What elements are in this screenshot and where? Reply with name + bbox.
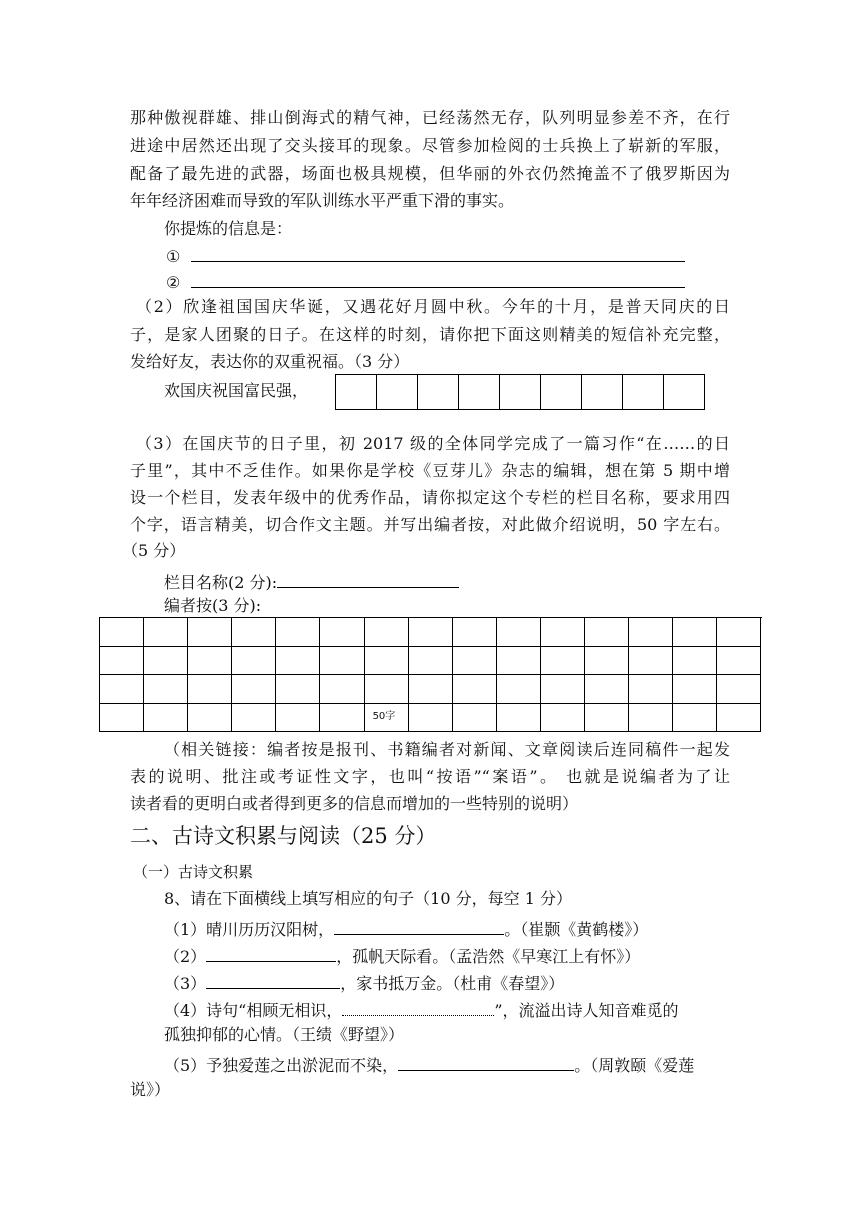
grid-cell[interactable] [100, 647, 144, 676]
q2-line: 子，是家人团聚的日子。在这样的时刻，请你把下面这则精美的短信补充完整， [130, 325, 730, 344]
poem-item-3 [164, 971, 764, 994]
grid-cell[interactable] [188, 618, 232, 647]
grid-cell[interactable] [232, 647, 276, 676]
editor-note-grid[interactable] [99, 617, 762, 732]
grid-cell[interactable] [582, 375, 623, 409]
sms-answer-grid[interactable] [335, 374, 705, 410]
paragraph-line: 进途中居然还出现了交头接耳的现象。尽管参加检阅的士兵换上了崭新的军服， [130, 136, 730, 155]
grid-cell[interactable] [459, 375, 500, 409]
grid-cell[interactable] [320, 618, 364, 647]
grid-cell[interactable] [409, 647, 453, 676]
grid-cell[interactable] [377, 375, 418, 409]
grid-cell[interactable] [585, 675, 629, 704]
column-name-blank[interactable] [277, 570, 459, 588]
grid-cell[interactable] [497, 704, 541, 733]
grid-cell[interactable] [585, 704, 629, 733]
section-heading: 二、古诗文积累与阅读（25 分） [130, 824, 437, 848]
grid-cell[interactable] [585, 618, 629, 647]
grid-cell[interactable] [100, 618, 144, 647]
extract-prompt: 你提炼的信息是： [164, 219, 293, 238]
grid-cell[interactable] [409, 675, 453, 704]
subheading: （一）古诗文积累 [133, 863, 254, 881]
grid-row [100, 675, 762, 704]
item-text: ”，流溢出诗人知音难觅的 [494, 1001, 679, 1020]
grid-cell[interactable] [336, 375, 377, 409]
item-text: （1）晴川历历汉阳树， [164, 920, 335, 939]
answer-blank[interactable] [191, 270, 685, 288]
grid-cell[interactable] [673, 704, 717, 733]
grid-cell[interactable] [629, 675, 673, 704]
grid-cell[interactable] [717, 647, 761, 676]
grid-cell[interactable] [276, 647, 320, 676]
word-count-marker: 50字 [372, 710, 396, 722]
related-link-line: 读者看的更明白或者得到更多的信息而增加的一些特别的说明） [130, 794, 579, 813]
poem-item-4-cont: 孤独抑郁的心情。（王绩《野望》） [164, 1025, 405, 1044]
grid-cell[interactable] [365, 675, 409, 704]
grid-cell[interactable] [453, 704, 497, 733]
grid-cell[interactable] [541, 647, 585, 676]
grid-cell[interactable] [717, 618, 761, 647]
item-number: ② [166, 273, 181, 292]
grid-cell[interactable] [717, 704, 761, 733]
item-text: ，孤帆天际看。（孟浩然《早寒江上有怀》） [336, 947, 641, 966]
poem-item-4 [164, 998, 764, 1021]
grid-cell[interactable] [541, 704, 585, 733]
item-text: （3） [164, 974, 207, 993]
answer-blank[interactable] [206, 944, 336, 962]
grid-cell[interactable] [541, 375, 582, 409]
answer-blank[interactable] [334, 917, 504, 935]
extract-item-1 [166, 244, 766, 267]
item-text: 。（崔颢《黄鹤楼》） [504, 920, 649, 939]
grid-cell[interactable] [497, 647, 541, 676]
grid-cell[interactable] [453, 618, 497, 647]
item-number: ① [166, 247, 181, 266]
related-link-line: 表的说明、批注或考证性文字，也叫“按语”“案语”。 也就是说编者为了让 [130, 767, 730, 786]
grid-cell[interactable] [188, 647, 232, 676]
grid-cell[interactable] [673, 647, 717, 676]
grid-cell[interactable] [232, 704, 276, 733]
grid-cell[interactable] [453, 647, 497, 676]
q3-line: 子里”，其中不乏佳作。如果你是学校《豆芽儿》杂志的编辑，想在第 5 期中增 [130, 461, 730, 480]
grid-cell[interactable] [144, 647, 188, 676]
paragraph-line: 配备了最先进的武器，场面也极具规模，但华丽的外衣仍然掩盖不了俄罗斯因为 [130, 164, 730, 183]
q2-line: （2）欣逢祖国国庆华诞，又遇花好月圆中秋。今年的十月，是普天同庆的日 [136, 297, 730, 316]
grid-cell[interactable] [188, 675, 232, 704]
item-text: 。（周敦颐《爱莲 [574, 1056, 695, 1075]
poem-item-1 [164, 917, 764, 940]
grid-cell[interactable] [541, 618, 585, 647]
answer-blank[interactable] [398, 1053, 574, 1071]
item-text: （2） [164, 947, 207, 966]
poem-item-2 [164, 944, 764, 967]
grid-cell[interactable] [100, 675, 144, 704]
grid-cell[interactable] [541, 675, 585, 704]
poem-item-5-cont: 说》） [130, 1080, 171, 1099]
q3-line: 个字，语言精美，切合作文主题。并写出编者按，对此做介绍说明，50 字左右。 [130, 515, 730, 534]
grid-cell[interactable] [629, 704, 673, 733]
grid-row [100, 618, 762, 647]
grid-cell[interactable] [409, 704, 453, 733]
grid-cell[interactable] [409, 618, 453, 647]
extract-item-2 [166, 270, 766, 293]
q3-line: （5 分） [122, 541, 186, 560]
q3-line: 设一个栏目，发表年级中的优秀作品，请你拟定这个专栏的栏目名称，要求用四 [130, 488, 730, 507]
grid-cell[interactable] [365, 647, 409, 676]
editor-note-label: 编者按(3 分): [164, 596, 262, 615]
grid-row [100, 704, 762, 733]
paragraph-line: 那种傲视群雄、排山倒海式的精气神，已经荡然无存，队列明显参差不齐，在行 [130, 108, 730, 127]
grid-cell[interactable] [623, 375, 664, 409]
grid-cell[interactable] [453, 675, 497, 704]
grid-cell[interactable] [629, 647, 673, 676]
grid-cell[interactable] [320, 647, 364, 676]
column-name-row [164, 570, 764, 593]
grid-cell[interactable] [188, 704, 232, 733]
grid-cell[interactable] [585, 647, 629, 676]
column-name-label: 栏目名称(2 分): [164, 573, 278, 592]
sms-prefix: 欢国庆祝国富民强， [164, 381, 309, 400]
item-text: （5）予独爱莲之出淤泥而不染， [164, 1056, 399, 1075]
related-link-line: （相关链接：编者按是报刊、书籍编者对新闻、文章阅读后连同稿件一起发 [164, 740, 730, 759]
grid-cell[interactable] [717, 675, 761, 704]
grid-cell[interactable] [276, 704, 320, 733]
answer-blank[interactable] [191, 244, 685, 262]
paragraph-line: 年年经济困难而导致的军队训练水平严重下滑的事实。 [130, 191, 515, 210]
grid-cell[interactable] [320, 704, 364, 733]
grid-cell[interactable] [629, 618, 673, 647]
grid-cell[interactable] [418, 375, 459, 409]
grid-cell[interactable] [276, 675, 320, 704]
grid-cell[interactable] [144, 675, 188, 704]
q3-line: （3）在国庆节的日子里，初 2017 级的全体同学完成了一篇习作“在……的日 [136, 434, 730, 453]
grid-cell[interactable] [232, 675, 276, 704]
q2-line: 发给好友，表达你的双重祝福。（3 分） [130, 352, 410, 371]
item-text: （4）诗句“相顾无相识， [164, 1001, 343, 1020]
grid-cell[interactable] [497, 618, 541, 647]
grid-cell[interactable] [232, 618, 276, 647]
answer-blank[interactable] [342, 998, 494, 1016]
grid-cell[interactable] [144, 618, 188, 647]
q8-intro: 8、请在下面横线上填写相应的句子（10 分，每空 1 分） [164, 889, 572, 908]
grid-cell[interactable] [673, 675, 717, 704]
grid-cell[interactable] [276, 618, 320, 647]
grid-cell[interactable] [100, 704, 144, 733]
poem-item-5 [164, 1053, 764, 1076]
grid-cell[interactable] [365, 704, 409, 733]
grid-cell[interactable] [144, 704, 188, 733]
answer-blank[interactable] [206, 971, 340, 989]
grid-cell[interactable] [664, 375, 705, 409]
grid-cell[interactable] [365, 618, 409, 647]
item-text: ，家书抵万金。（杜甫《春望》） [340, 974, 565, 993]
grid-cell[interactable] [497, 675, 541, 704]
grid-cell[interactable] [500, 375, 541, 409]
grid-row [100, 647, 762, 676]
grid-cell[interactable] [320, 675, 364, 704]
grid-cell[interactable] [673, 618, 717, 647]
